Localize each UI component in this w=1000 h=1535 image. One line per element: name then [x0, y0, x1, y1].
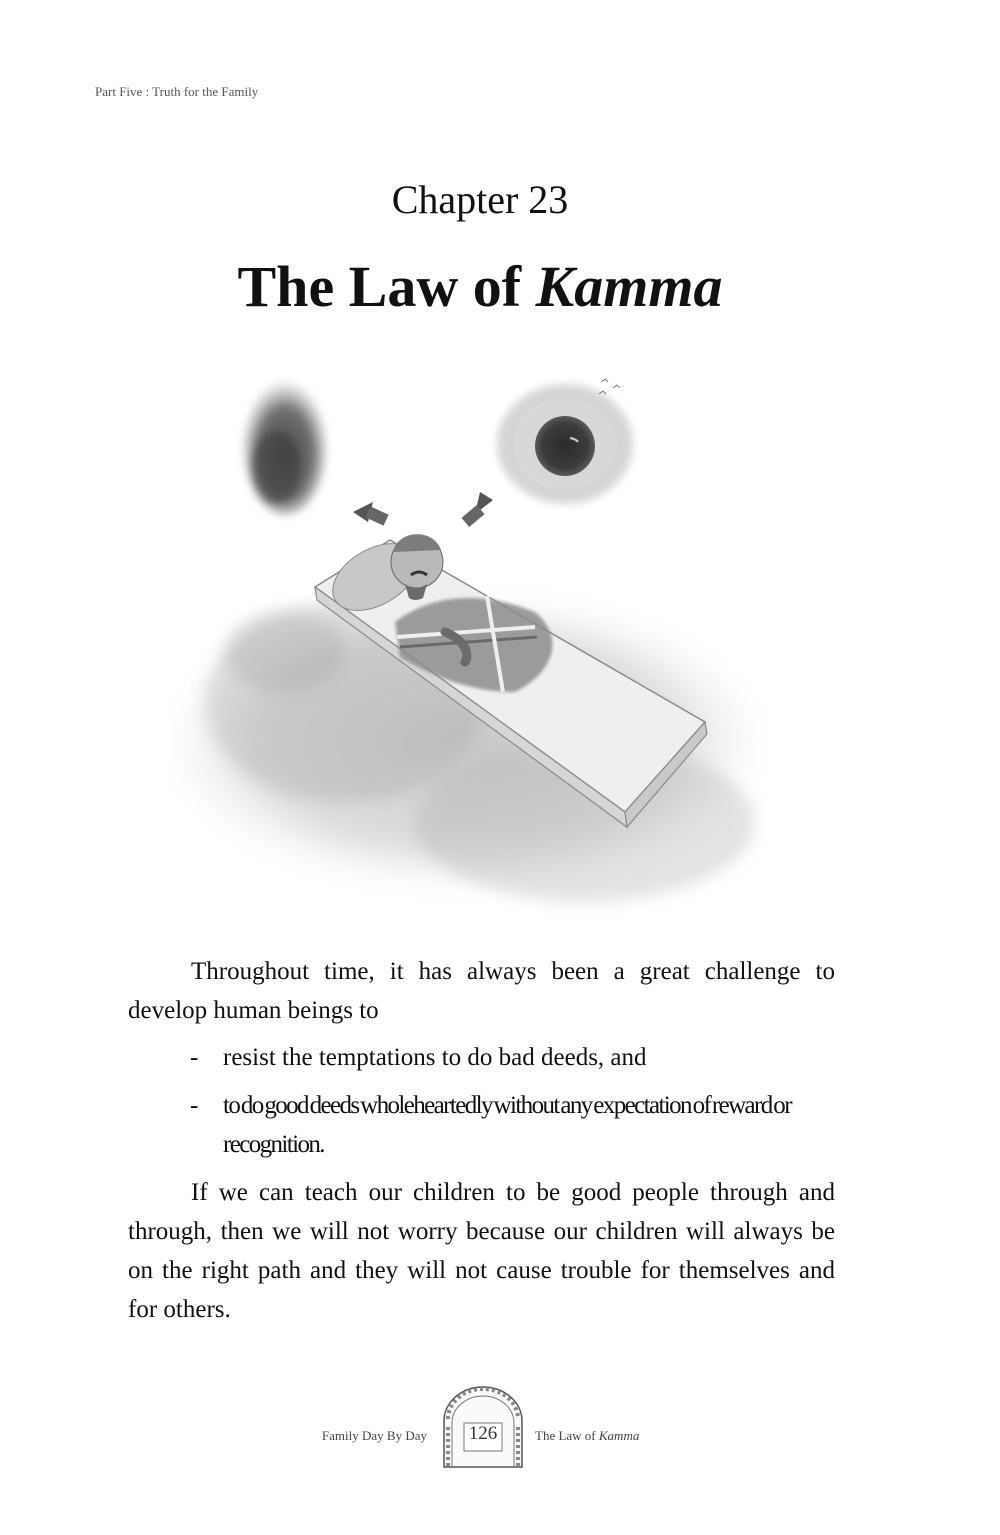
bullet-dash: - — [190, 1044, 199, 1071]
page-footer — [0, 1383, 1000, 1473]
body-text — [128, 952, 835, 1329]
page-number: 126 — [468, 1423, 498, 1444]
bullet-item-1 — [128, 1038, 835, 1077]
bullet-item-2 — [128, 1086, 835, 1164]
bullet-text: to do good deeds wholeheartedly without any expectation of reward or recognition. — [223, 1092, 791, 1158]
bullet-text: resist the temptations to do bad deeds, and — [223, 1044, 647, 1071]
footer-book-title: Family Day By Day — [321, 1428, 427, 1443]
chapter-illustration — [165, 372, 785, 932]
arrow-right-icon — [461, 492, 493, 527]
footer-chapter-title — [535, 1428, 639, 1444]
flame-icon — [243, 379, 327, 515]
bullet-dash: - — [190, 1092, 197, 1119]
paragraph-conclusion: If we can teach our children to be good people through and through, then we will not worry because our children will always be on the right path and they will not cause trouble for themselves and for others. — [128, 1179, 835, 1323]
bullet-list — [128, 1038, 835, 1164]
paragraph-intro: Throughout time, it has always been a great challenge to develop human beings to — [128, 958, 835, 1024]
chapter-title — [0, 253, 960, 320]
running-head: Part Five : Truth for the Family — [95, 84, 259, 99]
arrow-left-icon — [353, 502, 389, 526]
chapter-title-italic: Kamma — [535, 254, 723, 319]
footer-chapter-plain: The Law of — [535, 1428, 599, 1443]
dark-sphere-icon — [497, 379, 633, 504]
footer-chapter-italic: Kamma — [598, 1428, 640, 1443]
chapter-label: Chapter 23 — [391, 177, 569, 222]
chapter-title-plain: The Law of — [237, 254, 536, 319]
